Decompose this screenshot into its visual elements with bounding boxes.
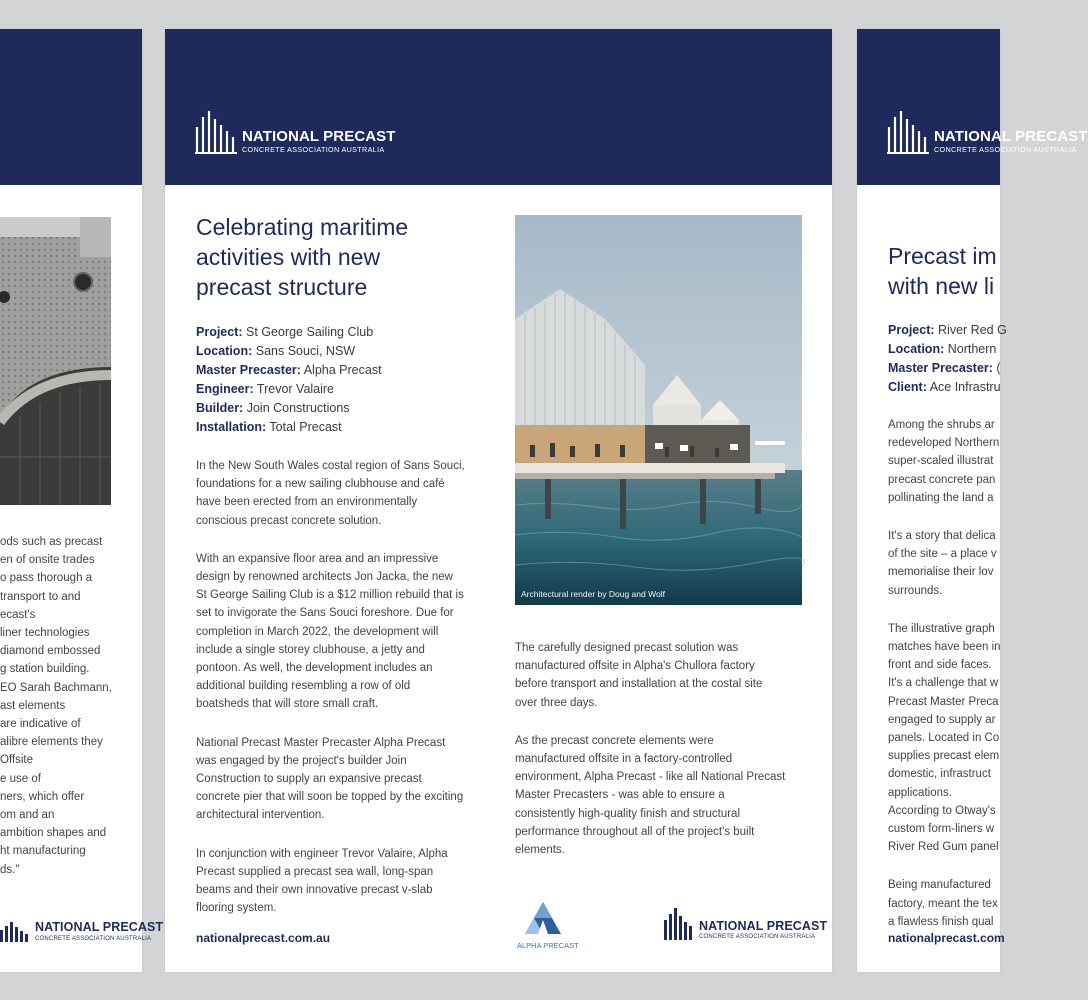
- article-column-2: [515, 639, 815, 879]
- triangle-logo-icon: [517, 900, 569, 938]
- meta-project: Project: River Red G: [888, 323, 1007, 337]
- right-page-banner: [857, 29, 1088, 185]
- left-page-body: [0, 533, 140, 899]
- meta-installation: Installation: Total Precast: [196, 420, 342, 434]
- building-icon: [664, 908, 694, 940]
- meta-project: Project: St George Sailing Club: [196, 325, 374, 339]
- right-project-meta: [888, 321, 1007, 397]
- right-article-body: [888, 416, 1088, 951]
- architectural-render-photo: [515, 215, 802, 605]
- curved-building-photo: [0, 217, 111, 505]
- meta-engineer: Engineer: Trevor Valaire: [196, 382, 335, 396]
- footer-logo-subtitle: CONCRETE ASSOCIATION AUSTRALIA: [699, 934, 816, 940]
- paragraph: National Precast Master Precaster Alpha Precast was engaged by the project's builder Join Construction to supply an expansive precast concrete pier that will soon be topped by the exciting architectural intervention.: [196, 736, 464, 822]
- meta-location: Location: Northern: [888, 342, 997, 356]
- footer-logo-subtitle: CONCRETE ASSOCIATION AUSTRALIA: [35, 935, 152, 942]
- brand-logo: [195, 109, 396, 154]
- right-page: [857, 29, 1088, 972]
- paragraph: The carefully designed precast solution was manufactured offsite in Alpha's Chullora factory before transport and installation at the costal site over three days.: [515, 642, 763, 709]
- meta-location: Location: Sans Souci, NSW: [196, 344, 356, 358]
- paragraph: Among the shrubs ar redeveloped Northern super-scaled illustrat precast concrete pan pollinating the land a: [888, 419, 1000, 504]
- footer-logo-name: NATIONAL PRECAST: [699, 918, 828, 933]
- left-page: [0, 29, 164, 972]
- left-page-footer-logo: [0, 921, 163, 942]
- building-icon: [195, 109, 237, 154]
- website-link[interactable]: nationalprecast.com: [888, 931, 1005, 945]
- meta-client: Client: Ace Infrastru: [888, 380, 1001, 394]
- meta-master-precaster: Master Precaster: Alpha Precast: [196, 363, 382, 377]
- building-icon: [0, 922, 30, 942]
- building-icon: [887, 109, 929, 154]
- center-page-banner: [165, 29, 832, 185]
- logo-subtitle: CONCRETE ASSOCIATION AUSTRALIA: [242, 144, 385, 154]
- paragraph: With an expansive floor area and an impressive design by renowned architects Jon Jacka, the new St George Sailing Club is a $12 million rebuild that is set to invigorate the Sans Souci foreshore. Due for completion in March 2022, the development will include a single storey clubhouse, a jetty and pontoon. As well, the development includes an additional building resembling a row of old boatsheds that will store small craft.: [196, 552, 464, 711]
- left-page-body-text: ods such as precast en of onsite trades o pass thorough a transport to and ecast's liner technologies diamond embossed g station building. EO Sarah Bachmann, ast elements are indicative of alibre elements they Offsite e use of ners, which offer om and an ambition shapes and ht manufacturing ds.": [0, 536, 112, 876]
- article-title: Celebrating maritime activities with new precast structure: [196, 214, 409, 300]
- left-page-photo: [0, 217, 111, 505]
- left-page-banner: [0, 29, 142, 185]
- photo-caption: Architectural render by Doug and Wolf: [521, 589, 665, 599]
- alpha-precast-logo: [517, 900, 579, 950]
- paragraph: The illustrative graph matches have been in front and side faces. It's a challenge that w Precast Master Preca engaged to supply ar panels. Located in Co supplies precast elem domestic, infrastruct applications. According to Otway's custom form-liners w River Red Gum panel: [888, 622, 1001, 854]
- meta-master-precaster: Master Precaster: (: [888, 361, 1001, 375]
- paragraph: It's a story that delica of the site – a place v memorialise their lov surrounds.: [888, 530, 997, 597]
- website-link[interactable]: nationalprecast.com.au: [196, 931, 331, 945]
- meta-builder: Builder: Join Constructions: [196, 401, 350, 415]
- footer-logo-name: NATIONAL PRECAST: [35, 920, 164, 934]
- paragraph: Being manufactured factory, meant the tex a flawless finish qual: [888, 879, 998, 928]
- paragraph: As the precast concrete elements were manufactured offsite in a factory-controlled environment, Alpha Precast - like all National Precast Master Precasters - was able to ensure a consistently high-quality finish and structural performance throughout all of the project's built elements.: [515, 734, 786, 857]
- center-page: [165, 29, 832, 972]
- brand-logo: [887, 109, 1088, 154]
- logo-subtitle: CONCRETE ASSOCIATION AUSTRALIA: [934, 144, 1077, 154]
- center-footer-logo: [664, 908, 827, 940]
- alpha-logo-text: ALPHA PRECAST: [517, 941, 579, 950]
- project-meta: [196, 323, 382, 437]
- logo-name: NATIONAL PRECAST: [934, 127, 1088, 145]
- article-column-1: [196, 457, 496, 937]
- paragraph: In the New South Wales costal region of Sans Souci, foundations for a new sailing clubhouse and café have been erected from an environmentally conscious precast concrete solution.: [196, 460, 465, 527]
- right-article-title: Precast im with new li: [888, 243, 997, 299]
- paragraph: In conjunction with engineer Trevor Valaire, Alpha Precast supplied a precast sea wall, long-span beams and their own innovative precast v-slab flooring system.: [196, 847, 448, 915]
- render-illustration: [515, 215, 802, 605]
- logo-name: NATIONAL PRECAST: [242, 127, 396, 145]
